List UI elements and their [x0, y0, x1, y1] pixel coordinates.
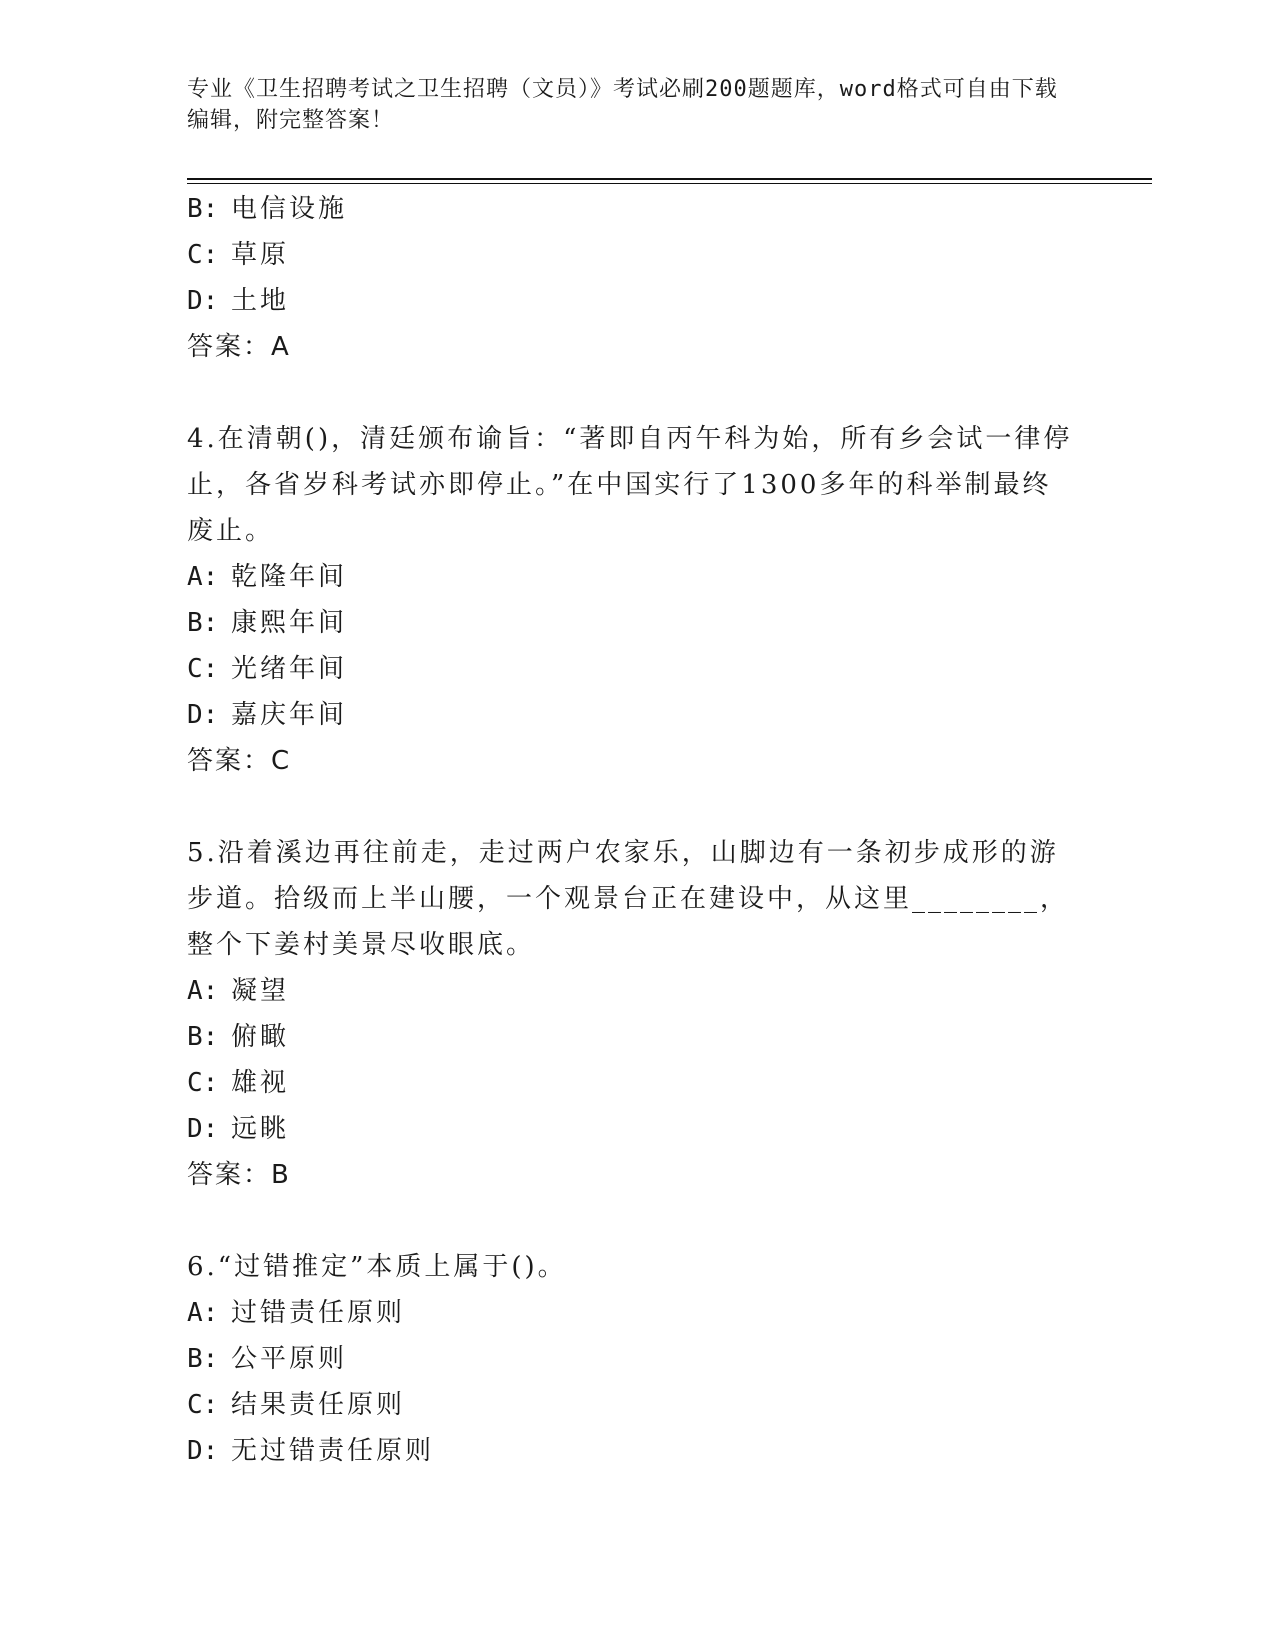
option-text: 电信设施 [231, 194, 348, 224]
option-key: A: [187, 1298, 219, 1328]
option-c [187, 1382, 1077, 1428]
answer-line: 答案：A [187, 332, 291, 362]
option-key: C: [187, 1390, 219, 1420]
option-d [187, 692, 1077, 738]
option-b [187, 1336, 1077, 1382]
option-d [187, 1106, 1077, 1152]
option-key: B: [187, 1344, 219, 1374]
answer-line: 答案：B [187, 1160, 291, 1190]
option-key: C: [187, 1068, 219, 1098]
option-a [187, 554, 1077, 600]
option-key: B: [187, 608, 219, 638]
header-divider-thin [187, 183, 1152, 184]
answer-line: 答案：C [187, 746, 292, 776]
option-text: 光绪年间 [231, 654, 348, 684]
question-stem: 6.“过错推定”本质上属于()。 [187, 1252, 567, 1282]
option-text: 无过错责任原则 [231, 1436, 435, 1466]
option-text: 公平原则 [231, 1344, 348, 1374]
option-text: 结果责任原则 [231, 1390, 406, 1420]
document-header: 专业《卫生招聘考试之卫生招聘（文员）》考试必刷200题题库，word格式可自由下载编辑，附完整答案！ [187, 77, 1058, 133]
option-text: 康熙年间 [231, 608, 348, 638]
option-text: 远眺 [231, 1114, 290, 1144]
option-a [187, 968, 1077, 1014]
option-key: B: [187, 1022, 219, 1052]
option-c [187, 646, 1077, 692]
option-text: 俯瞰 [231, 1022, 290, 1052]
option-d [187, 1428, 1077, 1474]
option-text: 凝望 [231, 976, 290, 1006]
option-key: D: [187, 1114, 219, 1144]
option-key: C: [187, 240, 219, 270]
option-text: 土地 [231, 286, 290, 316]
question-5 [187, 830, 1077, 1198]
option-text: 草原 [231, 240, 290, 270]
option-key: C: [187, 654, 219, 684]
option-b [187, 1014, 1077, 1060]
option-b [187, 186, 1077, 232]
option-key: B: [187, 194, 219, 224]
option-key: D: [187, 1436, 219, 1466]
question-stem: 4.在清朝()，清廷颁布谕旨：“著即自丙午科为始，所有乡会试一律停止，各省岁科考试亦即停止。”在中国实行了1300多年的科举制最终废止。 [187, 424, 1073, 546]
option-key: D: [187, 700, 219, 730]
option-a [187, 1290, 1077, 1336]
option-c [187, 1060, 1077, 1106]
question-stem: 5.沿着溪边再往前走，走过两户农家乐，山脚边有一条初步成形的游步道。拾级而上半山腰，一个观景台正在建设中，从这里________，整个下姜村美景尽收眼底。 [187, 838, 1070, 960]
option-text: 嘉庆年间 [231, 700, 348, 730]
question-4 [187, 416, 1077, 784]
document-body [187, 186, 1077, 1474]
option-key: A: [187, 976, 219, 1006]
option-text: 乾隆年间 [231, 562, 348, 592]
header-divider-thick [187, 178, 1152, 180]
option-b [187, 600, 1077, 646]
option-c [187, 232, 1077, 278]
option-text: 雄视 [231, 1068, 290, 1098]
option-text: 过错责任原则 [231, 1298, 406, 1328]
option-key: D: [187, 286, 219, 316]
question-6 [187, 1244, 1077, 1474]
option-d [187, 278, 1077, 324]
option-key: A: [187, 562, 219, 592]
question-3-fragment [187, 186, 1077, 370]
